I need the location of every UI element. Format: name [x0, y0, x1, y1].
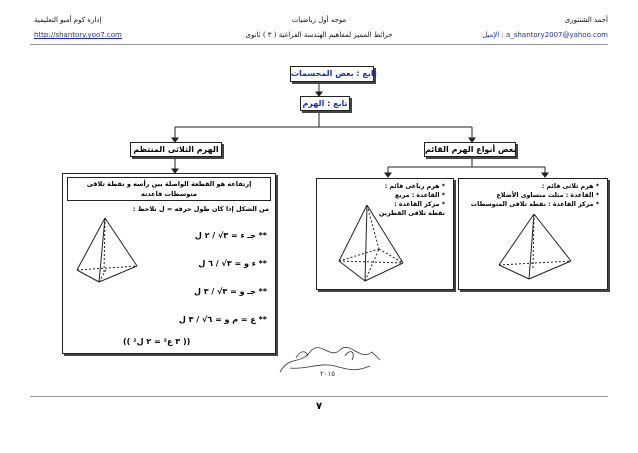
- triangular-line-1: * هرم ثلاثى قائم :: [541, 183, 599, 190]
- header-center-subtitle: خرائط المميز لمفاهيم الهندسة الفراغية ( ٣ ) ثانوى: [245, 31, 393, 39]
- regular-triangular-pyramid-box: الهرم الثلاثى المنتظم: [130, 142, 222, 157]
- top-concept-box: تابع : بعض المجسمات: [290, 66, 374, 82]
- square-line-3: * مركز القاعدة :: [394, 201, 445, 208]
- page-number: ٧: [315, 401, 323, 412]
- header-center-title: موجه أول رياضيات: [291, 16, 347, 24]
- equation-1: ** جـ ء = ٣√ / ٢ ل: [194, 231, 267, 240]
- right-pyramid-types-box: بعض أنواع الهرم القائم: [424, 142, 516, 157]
- equation-2: ** ء و = ٣√ / ٦ ل: [198, 259, 267, 268]
- square-line-1: * هرم رباعى قائم :: [384, 183, 445, 190]
- equation-5: (( ٣ ع² = ٢ ل² )): [123, 337, 191, 346]
- square-line-2: * القاعدة : مربع: [395, 192, 445, 199]
- header-right-email: الإميل : a_shantory2007@yahoo.com: [482, 31, 608, 39]
- footer-divider: [30, 396, 608, 397]
- definition-line-2: متوسطات قاعدته: [141, 190, 197, 198]
- definition-line-1: إرتفاعه هو القطعة الواصلة بين رأسه و نقطة تلاقى: [86, 180, 252, 188]
- header-left-title: إدارة كوم أمبو التعليمية: [34, 16, 102, 24]
- signature-year: ٢٠١٥: [320, 370, 336, 378]
- triangular-line-2: * القاعدة : مثلث متساوى الأضلاع: [496, 192, 599, 199]
- edge-length-note: من الشكل إذا كان طول حرفه = ل نلاحظ :: [132, 205, 269, 213]
- equation-3: ** جـ و = ٣√ / ٣ ل: [193, 287, 267, 296]
- square-line-4: نقطة تلاقى القطرين: [378, 210, 445, 217]
- equation-4: ** ع = م و = ٦√ / ٣ ل: [178, 315, 267, 324]
- triangular-line-3: * مركز القاعدة : نقطة تلاقى المتوسطات: [470, 201, 599, 208]
- header-right-name: أحمد الشنتورى: [564, 16, 608, 24]
- pyramid-concept-box: تابع : الهرم: [300, 96, 350, 111]
- header-left-link[interactable]: http://shantory.yoo7.com: [34, 31, 122, 39]
